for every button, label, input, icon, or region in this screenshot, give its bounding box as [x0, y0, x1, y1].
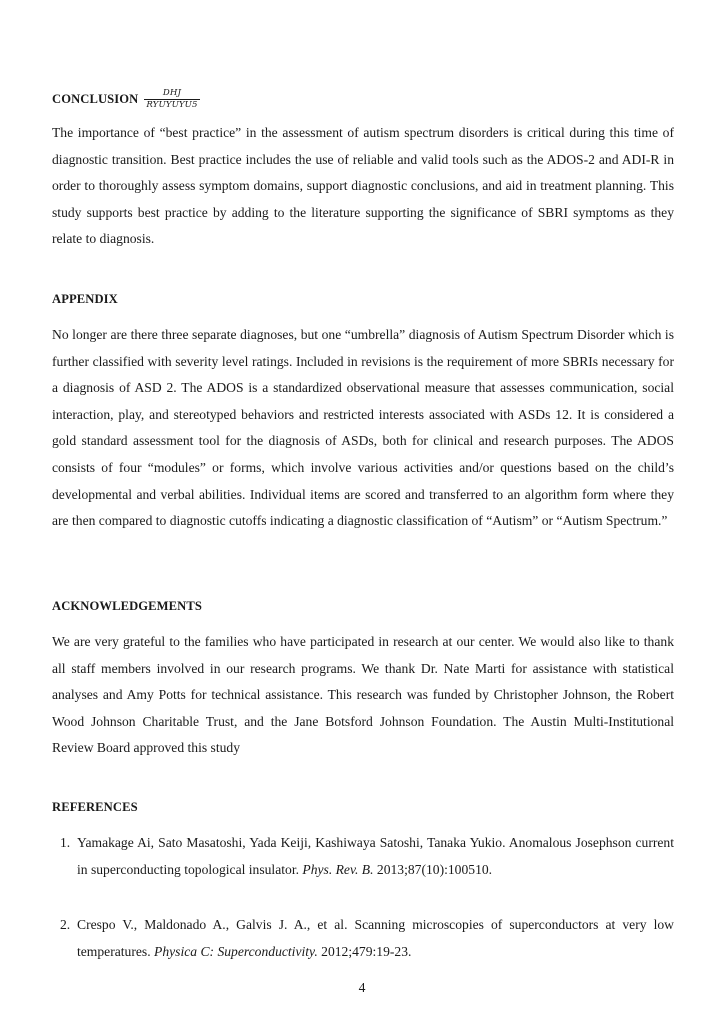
acknowledgements-heading: ACKNOWLEDGEMENTS [52, 599, 202, 613]
reference-item [60, 912, 674, 965]
conclusion-heading-text: CONCLUSION [52, 91, 139, 106]
appendix-heading: APPENDIX [52, 292, 118, 306]
references-heading: REFERENCES [52, 800, 138, 814]
reference-body [77, 912, 674, 965]
conclusion-fraction [144, 89, 199, 109]
reference-authors-title: Crespo V., Maldonado A., Galvis J. A., et al. Scanning microscopies of superconductors at very low temperatures. [77, 917, 674, 959]
fraction-numerator: DHJ [144, 89, 199, 100]
reference-item [60, 830, 674, 883]
reference-journal: Physica C: Superconductivity. [154, 943, 318, 959]
reference-body [77, 830, 674, 883]
conclusion-heading [52, 90, 200, 110]
reference-number: 1. [60, 835, 71, 850]
page-number: 4 [358, 980, 366, 995]
acknowledgements-paragraph: We are very grateful to the families who have participated in research at our center. We would also like to thank all staff members involved in our research programs. We thank Dr. Nate Marti for assistance with statistical analyses and Amy Potts for technical assistance. This research was funded by Christopher Johnson, the Robert Wood Johnson Charitable Trust, and the Jane Botsford Johnson Foundation. The Austin Multi-Institutional Review Board approved this study [52, 634, 674, 756]
conclusion-paragraph: The importance of “best practice” in the assessment of autism spectrum disorders is critical during this time of diagnostic transition. Best practice includes the use of reliable and valid tools such as the ADOS-2 and ADI-R in order to thoroughly assess symptom domains, support diagnostic conclusions, and aid in treatment planning. This study supports best practice by adding to the literature supporting the significance of SBRI symptoms as they relate to diagnosis. [52, 125, 674, 247]
fraction-denominator: RYUYUYU5 [146, 99, 198, 110]
reference-details: 2013;87(10):100510. [376, 861, 493, 877]
reference-authors-title: Yamakage Ai, Sato Masatoshi, Yada Keiji, Kashiwaya Satoshi, Tanaka Yukio. Anomalous Josephson current in superconducting topological insulator. [77, 835, 674, 877]
appendix-paragraph: No longer are there three separate diagnoses, but one “umbrella” diagnosis of Autism Spectrum Disorder which is further classified with severity level ratings. Included in revisions is the requirement of more SBRIs necessary for a diagnosis of ASD 2. The ADOS is a standardized observational measure that assesses communication, social interaction, play, and stereotyped behaviors and restricted interests associated with ASDs 12. It is considered a gold standard assessment tool for the diagnosis of ASDs, both for clinical and research purposes. The ADOS consists of four “modules” or forms, which involve various activities and/or questions based on the child’s developmental and verbal abilities. Individual items are scored and transferred to an algorithm form where they are then compared to diagnostic cutoffs indicating a diagnostic classification of “Autism” or “Autism Spectrum.” [52, 327, 674, 529]
reference-journal: Phys. Rev. B. [302, 861, 374, 877]
reference-number: 2. [60, 917, 71, 932]
reference-details: 2012;479:19-23. [321, 943, 412, 959]
